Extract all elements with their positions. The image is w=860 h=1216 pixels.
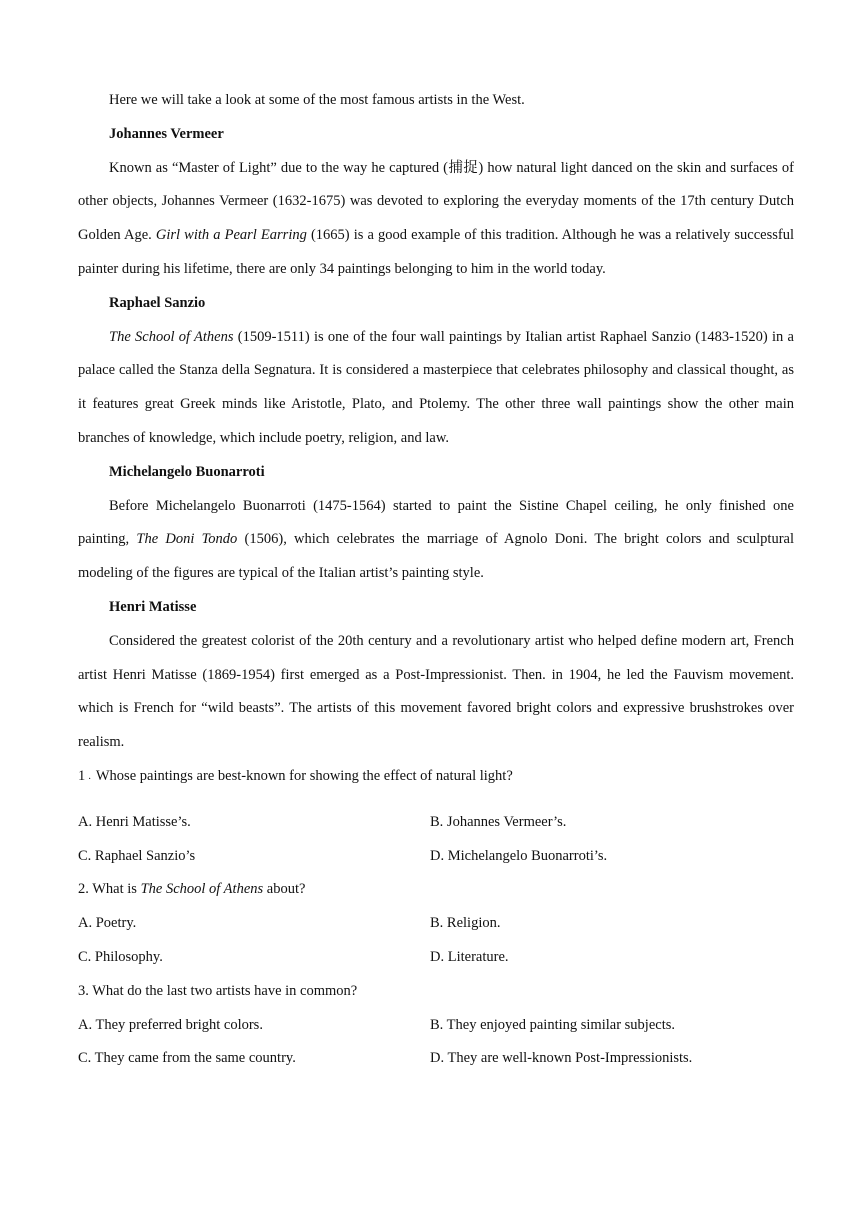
question-stem: What is <box>92 881 141 898</box>
option-b[interactable]: B. Religion. <box>430 915 501 932</box>
paragraph-matisse: Considered the greatest colorist of the 20th century and a revolutionary artist who helped define modern art, French artist Henri Matisse (1869-1954) first emerged as a Post-Impressionist. Then. in 1904, he led the Fauvism movement. which is French for “wild beasts”. The artists of this movement favored bright colors and expressive brushstrokes over realism. <box>78 632 794 751</box>
section-heading-matisse: Henri Matisse <box>109 598 197 615</box>
section-heading-vermeer: Johannes Vermeer <box>109 125 224 142</box>
section-heading-michelangelo: Michelangelo Buonarroti <box>109 463 265 480</box>
paragraph-text: Known as “Master of Light” due to the way he captured (捕捉) how natural light danced on the skin and surfaces of other objects, Johannes Vermeer (1632-1675) was devoted to exploring the everyday moments of the 17th century Dutch Golden Age. <box>78 159 794 244</box>
question-number: 2. <box>78 881 89 898</box>
question-number-dot: · <box>88 773 92 785</box>
option-b[interactable]: B. They enjoyed painting similar subjects. <box>430 1016 675 1033</box>
option-a[interactable]: A. Henri Matisse’s. <box>78 813 191 830</box>
section-heading-raphael: Raphael Sanzio <box>109 294 206 311</box>
document-page <box>78 84 794 1076</box>
question-stem: What do the last two artists have in common? <box>92 982 358 999</box>
paragraph-vermeer <box>78 152 794 287</box>
option-c[interactable]: C. Philosophy. <box>78 948 163 965</box>
options-row <box>78 941 794 975</box>
option-c[interactable]: C. Raphael Sanzio’s <box>78 847 196 864</box>
question-number: 3. <box>78 982 89 999</box>
artwork-title: Girl with a Pearl Earring <box>155 227 307 244</box>
question-stem: Whose paintings are best-known for showing the effect of natural light? <box>95 767 513 784</box>
option-d[interactable]: D. Michelangelo Buonarroti’s. <box>430 847 608 864</box>
paragraph-raphael <box>78 321 794 456</box>
options-row <box>78 907 794 941</box>
option-b[interactable]: B. Johannes Vermeer’s. <box>430 813 567 830</box>
artwork-title: The Doni Tondo <box>136 531 238 548</box>
paragraph-text: (1509-1511) is one of the four wall paintings by Italian artist Raphael Sanzio (1483-1520) in a palace called the Stanza della Segnatura. It is considered a masterpiece that celebrates philosophy and classical thought, as it features great Greek minds like Aristotle, Plato, and Ptolemy. The other three wall paintings show the other main branches of knowledge, which include poetry, religion, and law. <box>78 328 794 446</box>
option-d[interactable]: D. Literature. <box>430 948 509 965</box>
option-c[interactable]: C. They came from the same country. <box>78 1050 296 1067</box>
paragraph-text: Before Michelangelo Buonarroti (1475-1564) started to paint the Sistine Chapel ceiling, he only finished one painting, <box>78 497 794 548</box>
option-a[interactable]: A. They preferred bright colors. <box>78 1016 263 1033</box>
intro-paragraph: Here we will take a look at some of the most famous artists in the West. <box>109 92 525 108</box>
question-1 <box>78 760 794 794</box>
options-row <box>78 1042 794 1076</box>
question-2 <box>78 873 794 907</box>
paragraph-michelangelo <box>78 490 794 591</box>
question-3 <box>78 975 794 1009</box>
option-d[interactable]: D. They are well-known Post-Impressionists. <box>430 1050 693 1067</box>
options-row <box>78 1009 794 1043</box>
question-stem: about? <box>263 881 306 898</box>
artwork-title: The School of Athens <box>109 328 234 345</box>
options-row <box>78 806 794 840</box>
option-a[interactable]: A. Poetry. <box>78 915 137 932</box>
artwork-title: The School of Athens <box>140 881 264 898</box>
options-row <box>78 840 794 874</box>
paragraph-text: (1665) is a good example of this tradition. Although he was a relatively successful painter during his lifetime, there are only 34 paintings belonging to him in the world today. <box>78 227 795 277</box>
paragraph-text: (1506), which celebrates the marriage of Agnolo Doni. The bright colors and sculptural modeling of the figures are typical of the Italian artist’s painting style. <box>78 531 794 582</box>
question-number: 1 <box>78 767 86 784</box>
